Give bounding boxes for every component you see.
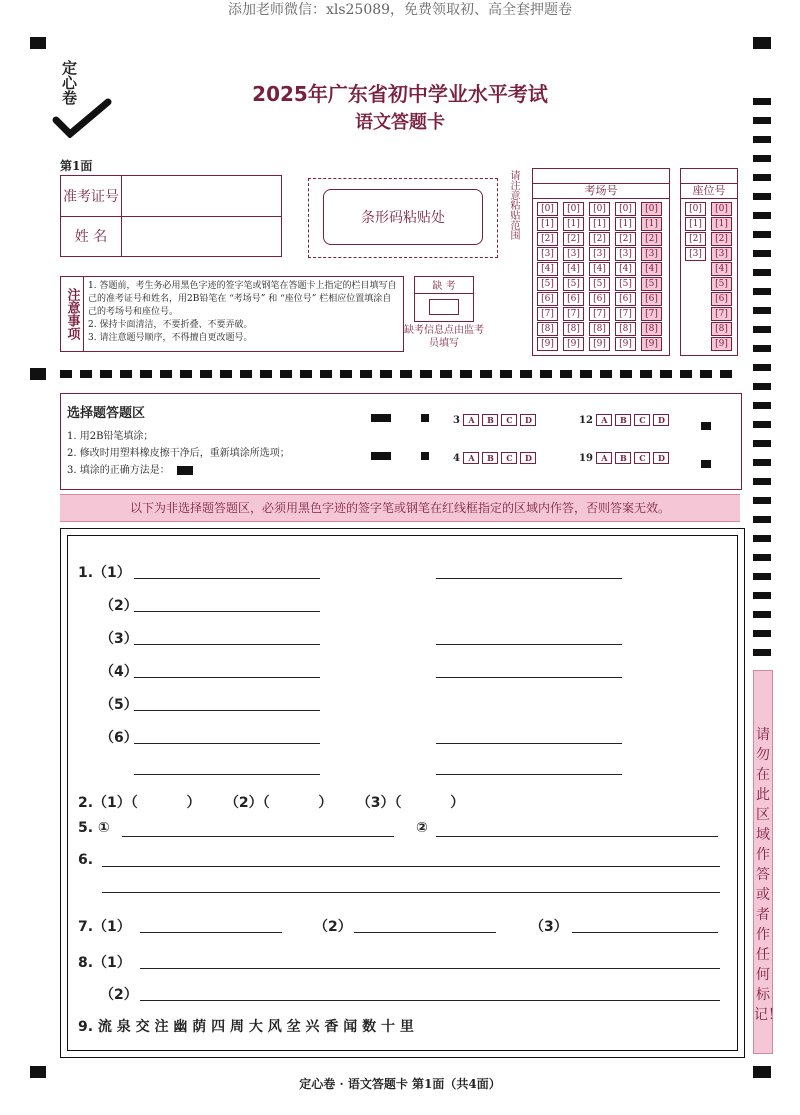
digit-bubble[interactable]: [7] xyxy=(641,307,662,321)
page-subtitle: 语文答题卡 xyxy=(355,112,445,133)
question-number: 3 xyxy=(453,415,460,426)
digit-bubble[interactable]: [7] xyxy=(537,307,558,321)
digit-bubble[interactable]: [0] xyxy=(589,202,610,216)
q1-2-label: （2） xyxy=(100,598,138,614)
filled-sample xyxy=(177,466,193,475)
option-d[interactable]: D xyxy=(520,452,536,464)
absent-box xyxy=(414,276,474,322)
answer-line[interactable] xyxy=(134,677,320,678)
digit-bubble[interactable]: [0] xyxy=(537,202,558,216)
option-a[interactable]: A xyxy=(463,414,479,426)
digit-bubble[interactable]: [1] xyxy=(711,217,732,231)
page-footer: 定心卷 · 语文答题卡 第1面（共4面） xyxy=(299,1077,501,1091)
seat-grid xyxy=(680,168,738,356)
digit-bubble[interactable]: [4] xyxy=(615,262,636,276)
q7b-label: （2） xyxy=(314,919,352,935)
digit-bubble[interactable]: [6] xyxy=(641,292,662,306)
choice-title: 选择题答题区 xyxy=(67,406,146,421)
digit-bubble[interactable]: [0] xyxy=(685,202,706,216)
q1-4-label: （4） xyxy=(100,664,138,680)
answer-line[interactable] xyxy=(122,836,394,837)
digit-bubble[interactable]: [9] xyxy=(537,337,558,351)
answer-line[interactable] xyxy=(102,892,720,893)
digit-bubble[interactable]: [1] xyxy=(641,217,662,231)
choice-mark xyxy=(371,414,391,422)
answer-line[interactable] xyxy=(436,836,718,837)
digit-bubble[interactable]: [2] xyxy=(641,232,662,246)
answer-line[interactable] xyxy=(436,578,622,579)
digit-bubble[interactable]: [6] xyxy=(563,292,584,306)
q8a-label: 8.（1） xyxy=(78,955,131,971)
digit-bubble[interactable]: [9] xyxy=(615,337,636,351)
answer-line[interactable] xyxy=(354,932,496,933)
digit-bubble[interactable]: [2] xyxy=(615,232,636,246)
question-number: 12 xyxy=(579,415,593,426)
digit-bubble[interactable]: [4] xyxy=(537,262,558,276)
digit-bubble[interactable]: [1] xyxy=(563,217,584,231)
digit-bubble[interactable]: [6] xyxy=(615,292,636,306)
logo-text: 定心卷 xyxy=(60,60,78,105)
side-warning-text: 请勿在此区域作答或者作任何标记！ xyxy=(754,727,782,1023)
answer-area xyxy=(60,528,745,1058)
q1-3-label: （3） xyxy=(100,631,138,647)
option-b[interactable]: B xyxy=(482,414,498,426)
digit-bubble[interactable]: [5] xyxy=(641,277,662,291)
answer-line[interactable] xyxy=(134,611,320,612)
choice-rule: 2. 修改时用塑料橡皮擦干净后，重新填涂所选项； xyxy=(67,448,290,459)
digit-bubble[interactable]: [2] xyxy=(685,232,706,246)
digit-bubble[interactable]: [8] xyxy=(589,322,610,336)
answer-line[interactable] xyxy=(134,578,320,579)
choice-mark xyxy=(421,452,429,460)
digit-bubble[interactable]: [8] xyxy=(641,322,662,336)
digit-bubble[interactable]: [6] xyxy=(711,292,732,306)
digit-bubble[interactable]: [0] xyxy=(711,202,732,216)
digit-bubble[interactable]: [3] xyxy=(563,247,584,261)
notice-item: 2. 保持卡面清洁，不要折叠、不要弄破。 xyxy=(88,320,253,330)
answer-line[interactable] xyxy=(134,774,320,775)
option-d[interactable]: D xyxy=(653,452,669,464)
option-a[interactable]: A xyxy=(463,452,479,464)
digit-bubble[interactable]: [2] xyxy=(537,232,558,246)
answer-line[interactable] xyxy=(436,677,622,678)
digit-bubble[interactable]: [1] xyxy=(537,217,558,231)
q5b-label: ② xyxy=(416,820,428,836)
seat-label: 座位号 xyxy=(681,183,737,199)
digit-bubble[interactable]: [3] xyxy=(615,247,636,261)
option-a[interactable]: A xyxy=(596,414,612,426)
question-number: 19 xyxy=(579,453,593,464)
digit-bubble[interactable]: [0] xyxy=(615,202,636,216)
barcode-area xyxy=(308,178,498,258)
answer-line[interactable] xyxy=(140,968,720,969)
corner-mark-tl xyxy=(30,37,46,49)
exam-id-label: 准考证号 xyxy=(61,176,122,216)
notice-body xyxy=(88,280,398,345)
choice-section xyxy=(60,393,742,490)
digit-bubble[interactable]: [4] xyxy=(711,262,732,276)
absent-note: 缺考信息点由监考员填写 xyxy=(404,325,484,349)
digit-bubble[interactable]: [1] xyxy=(589,217,610,231)
digit-bubble[interactable]: [8] xyxy=(615,322,636,336)
q1-label: 1.（1） xyxy=(78,565,131,581)
digit-bubble[interactable]: [8] xyxy=(563,322,584,336)
choice-question xyxy=(453,452,539,464)
digit-bubble[interactable]: [7] xyxy=(615,307,636,321)
choice-question xyxy=(453,414,539,426)
q1-5-label: （5） xyxy=(100,697,138,713)
q2-label: 2.（1）（ ） （2）（ ） （3）（ ） xyxy=(78,795,465,811)
digit-bubble[interactable]: [3] xyxy=(641,247,662,261)
answer-line[interactable] xyxy=(134,710,320,711)
digit-bubble[interactable]: [3] xyxy=(589,247,610,261)
choice-question xyxy=(579,414,672,426)
digit-bubble[interactable]: [1] xyxy=(685,217,706,231)
digit-bubble[interactable]: [7] xyxy=(589,307,610,321)
digit-bubble[interactable]: [5] xyxy=(589,277,610,291)
answer-line[interactable] xyxy=(140,1000,720,1001)
answer-line[interactable] xyxy=(436,743,622,744)
answer-banner: 以下为非选择题答题区，必须用黑色字迹的签字笔或钢笔在红线框指定的区域内作答，否则答案无效。 xyxy=(60,494,740,522)
side-warning xyxy=(753,670,782,1054)
answer-line[interactable] xyxy=(102,866,720,867)
notice-box xyxy=(60,276,404,352)
id-table xyxy=(60,175,282,257)
page-title: 2025年广东省初中学业水平考试 xyxy=(252,82,548,106)
choice-mark xyxy=(371,452,391,460)
fill-hint: 请注意粘贴范围 xyxy=(508,170,519,240)
question-number: 4 xyxy=(453,453,460,464)
header-note: 添加老师微信：xls25089，免费领取初、高全套押题卷 xyxy=(227,2,573,18)
notice-item: 3. 请注意题号顺序，不得擅自更改题号。 xyxy=(88,333,253,343)
option-b[interactable]: B xyxy=(615,452,631,464)
q9-label: 9. 流 泉 交 注 幽 荫 四 周 大 风 坌 兴 香 闻 数 十 里 xyxy=(78,1019,414,1035)
choice-rule: 1. 用2B铅笔填涂； xyxy=(67,431,154,442)
digit-bubble[interactable]: [0] xyxy=(563,202,584,216)
digit-bubble[interactable]: [2] xyxy=(589,232,610,246)
digit-bubble[interactable]: [7] xyxy=(563,307,584,321)
separator-dashed xyxy=(60,370,740,378)
digit-bubble[interactable]: [5] xyxy=(537,277,558,291)
page-face: 第1面 xyxy=(60,159,93,173)
answer-line[interactable] xyxy=(134,743,320,744)
name-row[interactable] xyxy=(61,216,281,256)
exam-room-grid xyxy=(532,168,670,356)
q7a-label: 7.（1） xyxy=(78,919,131,935)
digit-bubble[interactable]: [2] xyxy=(563,232,584,246)
choice-mark xyxy=(421,414,429,422)
choice-rules xyxy=(67,428,290,479)
answer-line[interactable] xyxy=(436,644,622,645)
option-c[interactable]: C xyxy=(634,414,650,426)
digit-bubble[interactable]: [9] xyxy=(711,337,732,351)
option-c[interactable]: C xyxy=(501,414,517,426)
barcode-label: 条形码粘贴处 xyxy=(323,189,483,245)
option-c[interactable]: C xyxy=(501,452,517,464)
name-label: 姓 名 xyxy=(61,216,122,256)
q1-6-label: （6） xyxy=(100,730,138,746)
choice-question xyxy=(579,452,672,464)
option-b[interactable]: B xyxy=(482,452,498,464)
digit-bubble[interactable]: [3] xyxy=(685,247,706,261)
digit-bubble[interactable]: [9] xyxy=(563,337,584,351)
choice-mark xyxy=(701,460,711,468)
digit-bubble[interactable]: [5] xyxy=(563,277,584,291)
digit-bubble[interactable]: [3] xyxy=(711,247,732,261)
choice-mark xyxy=(701,422,711,430)
option-b[interactable]: B xyxy=(615,414,631,426)
option-c[interactable]: C xyxy=(634,452,650,464)
answer-area-inner xyxy=(67,535,738,1051)
timing-marks xyxy=(753,98,771,658)
digit-bubble[interactable]: [5] xyxy=(711,277,732,291)
q7c-label: （3） xyxy=(530,919,568,935)
option-a[interactable]: A xyxy=(596,452,612,464)
exam-room-label: 考场号 xyxy=(533,183,669,199)
digit-bubble[interactable]: [2] xyxy=(711,232,732,246)
digit-bubble[interactable]: [3] xyxy=(537,247,558,261)
digit-bubble[interactable]: [5] xyxy=(615,277,636,291)
choice-rule xyxy=(67,462,290,479)
answer-line[interactable] xyxy=(572,932,718,933)
digit-bubble[interactable]: [9] xyxy=(641,337,662,351)
separator-mark-left xyxy=(30,368,46,380)
absent-checkbox[interactable] xyxy=(429,299,459,315)
option-d[interactable]: D xyxy=(520,414,536,426)
corner-mark-tr xyxy=(753,37,771,49)
q6-label: 6. xyxy=(78,852,94,868)
answer-line[interactable] xyxy=(134,644,320,645)
absent-label: 缺 考 xyxy=(415,277,473,294)
digit-bubble[interactable]: [0] xyxy=(641,202,662,216)
notice-heading: 注意事项 xyxy=(61,277,84,351)
digit-bubble[interactable]: [9] xyxy=(589,337,610,351)
digit-bubble[interactable]: [8] xyxy=(537,322,558,336)
digit-bubble[interactable]: [1] xyxy=(615,217,636,231)
digit-bubble[interactable]: [6] xyxy=(537,292,558,306)
digit-bubble[interactable]: [6] xyxy=(589,292,610,306)
digit-bubble[interactable]: [7] xyxy=(711,307,732,321)
digit-bubble[interactable]: [8] xyxy=(711,322,732,336)
digit-bubble[interactable]: [4] xyxy=(641,262,662,276)
digit-bubble[interactable]: [4] xyxy=(563,262,584,276)
notice-item: 1. 答题前，考生务必用黑色字迹的签字笔或钢笔在答题卡上指定的栏目填写自己的准考证号和姓名，用2B铅笔在 “考场号” 和 “座位号” 栏相应位置填涂自己的考场号和座位号。 xyxy=(88,281,397,317)
choice-rule-text: 3. 填涂的正确方法是： xyxy=(67,465,170,476)
q8b-label: （2） xyxy=(100,987,138,1003)
answer-line[interactable] xyxy=(436,774,622,775)
digit-bubble[interactable]: [4] xyxy=(589,262,610,276)
answer-line[interactable] xyxy=(140,932,282,933)
q5a-label: 5. ① xyxy=(78,820,110,836)
exam-id-row[interactable] xyxy=(61,176,281,217)
option-d[interactable]: D xyxy=(653,414,669,426)
